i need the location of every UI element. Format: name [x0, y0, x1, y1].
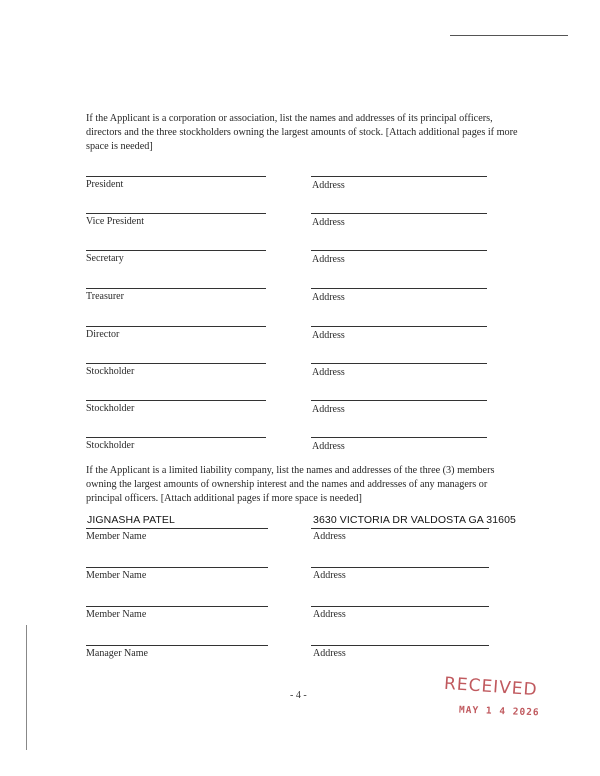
address-line[interactable]: [311, 363, 487, 364]
received-stamp: RECEIVED: [443, 673, 539, 701]
address-line[interactable]: [311, 288, 487, 289]
scan-mark-top-right: [450, 35, 568, 36]
member-role-label: Manager Name: [86, 648, 148, 659]
officer-role-label: Stockholder: [86, 440, 135, 451]
llc-instructions: If the Applicant is a limited liability company, list the names and addresses of the three (3) members owning the largest amounts of ownership interest and the names and addresses of any managers or principal officers. [Attach additional pages if more space is needed]: [86, 465, 495, 504]
address-line[interactable]: [311, 213, 487, 214]
officer-role-label: Vice President: [86, 216, 144, 227]
address-label: Address: [312, 254, 345, 265]
corporation-instructions: If the Applicant is a corporation or association, list the names and addresses of its principal officers, directors and the three stockholders owning the largest amounts of stock. [Attach additional pages if more space is needed]: [86, 113, 518, 152]
member-address-label: Address: [313, 609, 346, 620]
page-number: - 4 -: [290, 690, 307, 701]
name-line[interactable]: [86, 213, 266, 214]
member-address-value: 3630 VICTORIA DR VALDOSTA GA 31605: [313, 514, 516, 526]
name-line[interactable]: [86, 176, 266, 177]
address-label: Address: [312, 330, 345, 341]
address-label: Address: [312, 292, 345, 303]
member-role-label: Member Name: [86, 609, 147, 620]
name-line[interactable]: [86, 326, 266, 327]
address-line[interactable]: [311, 176, 487, 177]
member-name-line[interactable]: [86, 606, 268, 607]
address-label: Address: [312, 367, 345, 378]
member-name-value: JIGNASHA PATEL: [87, 514, 175, 526]
name-line[interactable]: [86, 400, 266, 401]
name-line[interactable]: [86, 250, 266, 251]
officer-role-label: Stockholder: [86, 366, 135, 377]
address-line[interactable]: [311, 326, 487, 327]
member-address-line[interactable]: [311, 567, 489, 568]
member-address-label: Address: [313, 570, 346, 581]
officer-role-label: Director: [86, 329, 120, 340]
member-address-line[interactable]: [311, 645, 489, 646]
member-name-line[interactable]: [86, 567, 268, 568]
name-line[interactable]: [86, 437, 266, 438]
address-label: Address: [312, 217, 345, 228]
officer-role-label: Treasurer: [86, 291, 124, 302]
member-role-label: Member Name: [86, 570, 147, 581]
address-label: Address: [312, 441, 345, 452]
member-address-label: Address: [313, 531, 346, 542]
name-line[interactable]: [86, 363, 266, 364]
member-name-line[interactable]: [86, 645, 268, 646]
address-line[interactable]: [311, 250, 487, 251]
member-address-line[interactable]: [311, 606, 489, 607]
name-line[interactable]: [86, 288, 266, 289]
address-label: Address: [312, 180, 345, 191]
officer-role-label: President: [86, 179, 124, 190]
scan-mark-left-edge: [26, 625, 27, 750]
received-date-stamp: MAY 1 4 2026: [458, 704, 540, 719]
address-label: Address: [312, 404, 345, 415]
officer-role-label: Secretary: [86, 253, 124, 264]
member-address-label: Address: [313, 648, 346, 659]
address-line[interactable]: [311, 400, 487, 401]
member-address-line[interactable]: [311, 528, 489, 529]
officer-role-label: Stockholder: [86, 403, 135, 414]
address-line[interactable]: [311, 437, 487, 438]
member-role-label: Member Name: [86, 531, 147, 542]
member-name-line[interactable]: [86, 528, 268, 529]
